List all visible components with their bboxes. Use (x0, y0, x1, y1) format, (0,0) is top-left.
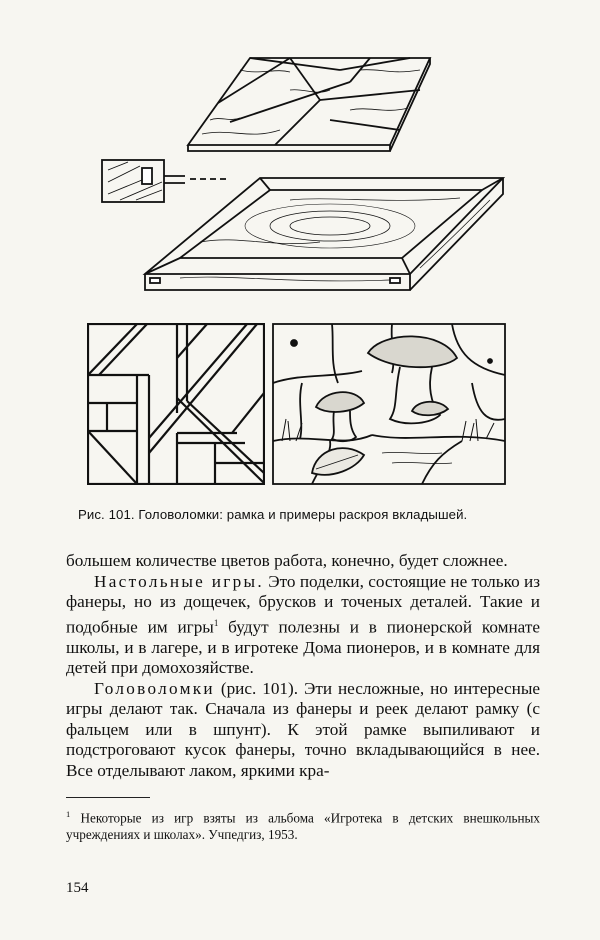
profile-section (102, 160, 226, 202)
frame-and-insert-drawing (90, 30, 520, 320)
paragraph-2-text-b: будут полезны и в пионерской комнате школы, и в лагере, и в игротеке Дома пионеров, и в комнате для детей при домохозяйстве. (66, 617, 540, 678)
frame-illustration (90, 30, 520, 320)
footnote-divider (66, 797, 150, 798)
footnote-reference: 1 (213, 617, 219, 628)
body-text (66, 551, 540, 781)
insert-board (188, 58, 430, 151)
footnote (66, 806, 540, 843)
paragraph-1: большем количестве цветов работа, конечно, будет сложнее. (66, 551, 508, 570)
page-number: 154 (66, 880, 89, 896)
mushroom-cut-drawing (272, 323, 506, 485)
footnote-text: Некоторые из игр взяты из альбома «Игротека в детских внешкольных учреждениях и школах». Учпедгиз, 1953. (66, 810, 540, 843)
geometric-pattern-illustration (87, 323, 265, 485)
figure-caption: Рис. 101. Головоломки: рамка и примеры раскроя вкладышей. (78, 507, 468, 522)
paragraph-2 (66, 572, 540, 679)
paragraph-2-heading: Настольные игры. (94, 571, 264, 591)
paragraph-3-heading: Головоломки (94, 678, 215, 698)
paragraph-3-text: (рис. 101). Эти несложные, но интересные игры делают так. Сначала из фанеры и реек делают рамку (с фальцем или в шпунт). К этой рамке выпиливают и подстроговают кусок фанеры, точно вкладывающийся в нее. Все отделывают лаком, яркими кра- (66, 678, 540, 780)
frame (145, 178, 503, 290)
geometric-cut-drawing (87, 323, 265, 485)
footnote-marker: 1 (66, 809, 71, 819)
mushroom-pattern-illustration (272, 323, 506, 485)
paragraph-3 (66, 679, 540, 782)
paragraph-2-text-a: Это поделки, состоящие не только из фанеры, но из дощечек, брусков и точеных деталей. Такие и подобные им игры (66, 571, 540, 637)
